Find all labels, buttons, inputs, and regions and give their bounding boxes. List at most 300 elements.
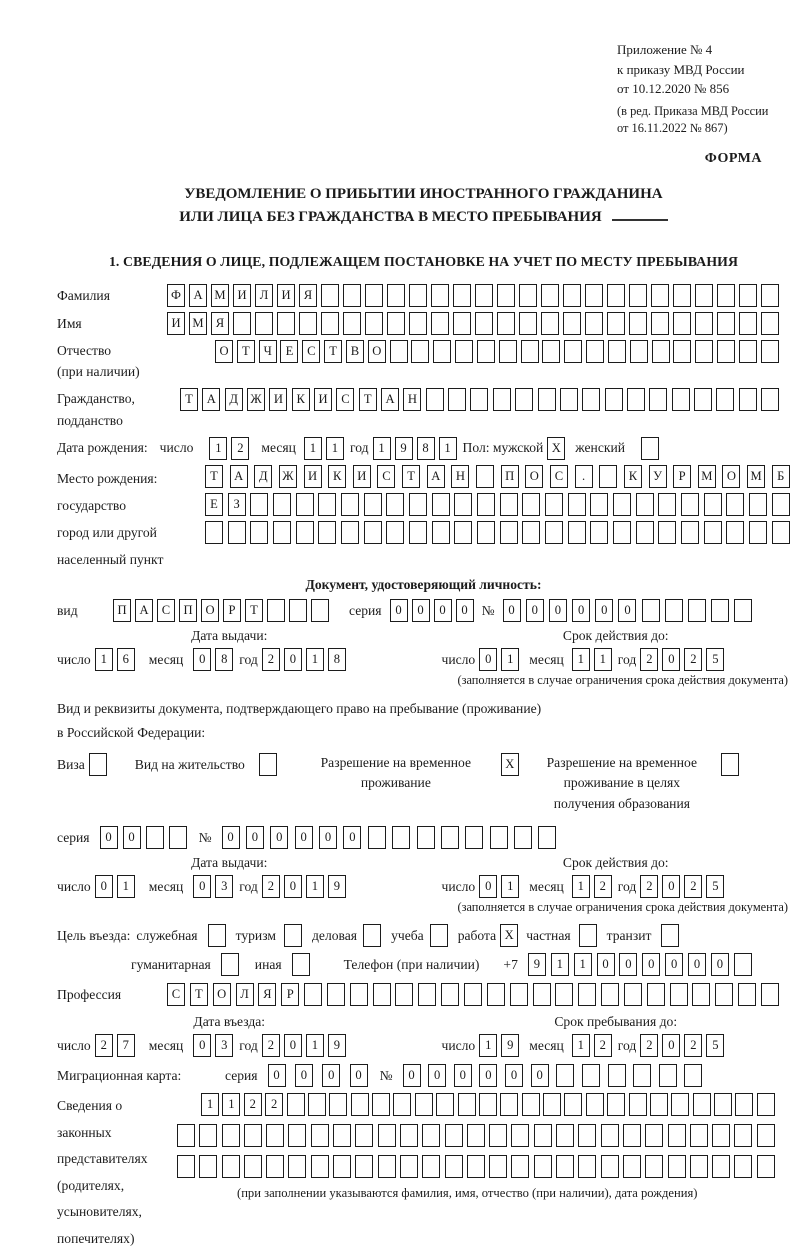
purpose-study-checkbox: [430, 924, 448, 947]
form-cell: [222, 1124, 240, 1147]
form-cell: 0: [572, 599, 590, 622]
form-cell: [739, 340, 757, 363]
form-cell: Е: [280, 340, 298, 363]
form-cell: 1: [479, 1034, 497, 1057]
form-cell: 1: [304, 437, 322, 460]
form-cell: 1: [439, 437, 457, 460]
representatives-rows: [177, 1093, 775, 1201]
form-cell: [343, 312, 361, 335]
form-cell: [607, 312, 625, 335]
temp-permit-option: [301, 753, 519, 794]
form-cell: [629, 284, 647, 307]
form-cell: [318, 493, 336, 516]
form-cell: 1: [95, 648, 113, 671]
form-cell: 2: [640, 648, 658, 671]
form-cell: [695, 312, 713, 335]
form-cell: [259, 753, 277, 776]
permit-issue-month-boxes: [193, 875, 233, 898]
form-cell: [364, 521, 382, 544]
surname-label: Фамилия: [57, 287, 110, 303]
form-cell: [441, 983, 459, 1006]
form-cell: [453, 284, 471, 307]
form-cell: 1: [551, 953, 569, 976]
form-cell: [695, 284, 713, 307]
birthplace-boxes-row3: [205, 521, 790, 544]
birth-month-boxes: [304, 437, 344, 460]
form-cell: О: [201, 599, 219, 622]
month-label: месяц: [529, 1037, 564, 1053]
permit-number-boxes: [222, 826, 557, 849]
form-cell: [499, 340, 517, 363]
form-cell: С: [157, 599, 175, 622]
form-cell: В: [346, 340, 364, 363]
form-cell: [556, 1124, 574, 1147]
form-cell: Т: [205, 465, 223, 488]
form-cell: Я: [211, 312, 229, 335]
form-cell: [533, 983, 551, 1006]
form-cell: [749, 521, 767, 544]
form-cell: [497, 284, 515, 307]
form-cell: 0: [322, 1064, 340, 1087]
form-cell: Ф: [167, 284, 185, 307]
form-cell: 1: [222, 1093, 240, 1116]
form-cell: 2: [262, 875, 280, 898]
form-cell: [739, 312, 757, 335]
form-cell: [681, 521, 699, 544]
form-cell: Д: [254, 465, 272, 488]
form-cell: 0: [662, 875, 680, 898]
citizenship-label-line1: Гражданство,: [57, 391, 135, 407]
form-cell: [717, 340, 735, 363]
temp-permit-label-line2: проживание: [360, 775, 431, 791]
form-cell: [690, 1155, 708, 1178]
form-cell: [726, 521, 744, 544]
form-cell: 0: [403, 1064, 421, 1087]
entry-date-heading: Дата въезда:: [193, 1014, 266, 1030]
permit-series-row: [57, 826, 790, 849]
doc-issue-col: [57, 628, 402, 671]
form-cell: 2: [244, 1093, 262, 1116]
migration-number-boxes: [403, 1064, 703, 1087]
form-cell: 2: [684, 875, 702, 898]
form-cell: [629, 1093, 647, 1116]
day-label: число: [441, 1037, 476, 1053]
representatives-label-line: законных: [57, 1124, 112, 1140]
form-cell: [772, 521, 790, 544]
form-cell: [585, 312, 603, 335]
form-cell: [393, 1093, 411, 1116]
form-cell: [772, 493, 790, 516]
purpose-prefix: Цель въезда:: [57, 927, 131, 943]
form-cell: X: [500, 924, 518, 947]
form-cell: [199, 1124, 217, 1147]
title-blank-underline: [612, 219, 668, 221]
valid-until-heading: Срок действия до:: [562, 628, 669, 644]
form-cell: 0: [526, 599, 544, 622]
month-label: месяц: [529, 651, 564, 667]
form-cell: 0: [95, 875, 113, 898]
birth-year-boxes: [373, 437, 457, 460]
form-cell: [365, 284, 383, 307]
form-cell: К: [328, 465, 346, 488]
form-cell: 3: [215, 1034, 233, 1057]
form-cell: [364, 493, 382, 516]
form-cell: [465, 826, 483, 849]
doc-series-label: серия: [349, 602, 382, 618]
form-cell: [647, 983, 665, 1006]
purpose-option-label: служебная: [136, 927, 198, 943]
form-cell: [668, 1155, 686, 1178]
year-label: год: [349, 440, 369, 456]
form-cell: [351, 1093, 369, 1116]
form-cell: [490, 826, 508, 849]
form-cell: 0: [412, 599, 430, 622]
form-cell: [560, 388, 578, 411]
form-cell: [607, 1093, 625, 1116]
form-cell: 0: [193, 648, 211, 671]
form-cell: [400, 1124, 418, 1147]
form-cell: 0: [193, 1034, 211, 1057]
form-cell: [392, 826, 410, 849]
form-cell: 8: [328, 648, 346, 671]
form-cell: 0: [350, 1064, 368, 1087]
form-cell: Т: [245, 599, 263, 622]
purpose-option-label: туризм: [235, 927, 276, 943]
form-cell: И: [269, 388, 287, 411]
form-cell: [222, 1155, 240, 1178]
form-cell: Ж: [247, 388, 265, 411]
stay-year-boxes: [640, 1034, 724, 1057]
form-cell: [409, 312, 427, 335]
form-cell: 0: [505, 1064, 523, 1087]
form-cell: 2: [594, 875, 612, 898]
permit-number-label: №: [198, 829, 212, 845]
issue-date-heading: Дата выдачи:: [191, 628, 268, 644]
form-cell: [431, 284, 449, 307]
form-cell: [411, 340, 429, 363]
form-cell: 1: [501, 648, 519, 671]
form-cell: [422, 1124, 440, 1147]
form-cell: [726, 493, 744, 516]
form-cell: [250, 493, 268, 516]
form-cell: С: [377, 465, 395, 488]
form-cell: [563, 312, 581, 335]
form-cell: [693, 1093, 711, 1116]
permit-valid-month-boxes: [572, 875, 612, 898]
form-cell: [373, 983, 391, 1006]
purpose-humanitarian-checkbox: [221, 953, 239, 976]
form-cell: [350, 983, 368, 1006]
form-cell: [244, 1124, 262, 1147]
form-cell: 9: [501, 1034, 519, 1057]
birthdate-row: [57, 437, 790, 460]
purpose-row: [57, 924, 790, 947]
identity-doc-heading: Документ, удостоверяющий личность:: [305, 577, 542, 593]
doc-kind-label: вид: [57, 603, 78, 619]
form-cell: [386, 493, 404, 516]
female-checkbox: [641, 437, 659, 460]
form-cell: [711, 599, 729, 622]
form-cell: [292, 953, 310, 976]
form-cell: М: [211, 284, 229, 307]
form-cell: И: [277, 284, 295, 307]
form-cell: [681, 493, 699, 516]
patronymic-boxes: [215, 340, 779, 363]
form-cell: [448, 388, 466, 411]
purpose-tourism-checkbox: [284, 924, 302, 947]
form-cell: 0: [595, 599, 613, 622]
birthplace-boxes-row1: [205, 465, 790, 488]
form-cell: [601, 1155, 619, 1178]
form-cell: [409, 521, 427, 544]
doc-issue-year-boxes: [262, 648, 346, 671]
migration-series-label: серия: [225, 1067, 258, 1083]
form-cell: [582, 388, 600, 411]
form-cell: [386, 521, 404, 544]
form-cell: [555, 983, 573, 1006]
form-cell: [327, 983, 345, 1006]
form-cell: [735, 1093, 753, 1116]
purpose-row2: [57, 953, 790, 976]
form-cell: [712, 1155, 730, 1178]
form-cell: [734, 953, 752, 976]
form-cell: [761, 983, 779, 1006]
form-cell: X: [547, 437, 565, 460]
form-cell: [304, 983, 322, 1006]
form-cell: [714, 1093, 732, 1116]
form-cell: [739, 284, 757, 307]
form-cell: Н: [451, 465, 469, 488]
form-cell: [641, 437, 659, 460]
day-label: число: [441, 878, 476, 894]
form-cell: [608, 340, 626, 363]
form-cell: Е: [205, 493, 223, 516]
form-cell: [422, 1155, 440, 1178]
form-cell: [487, 983, 505, 1006]
form-cell: [289, 599, 307, 622]
form-cell: З: [228, 493, 246, 516]
form-cell: [761, 312, 779, 335]
form-cell: [608, 1064, 626, 1087]
form-cell: [515, 388, 533, 411]
form-cell: 0: [343, 826, 361, 849]
purpose-option-label: работа: [457, 927, 497, 943]
form-cell: [522, 1093, 540, 1116]
form-cell: [624, 983, 642, 1006]
form-cell: 0: [268, 1064, 286, 1087]
validity-note: (заполняется в случае ограничения срока действия документа): [457, 900, 788, 915]
form-cell: 9: [328, 1034, 346, 1057]
right-doc-line2: в Российской Федерации:: [57, 725, 206, 741]
form-cell: 8: [417, 437, 435, 460]
edu-permit-label-line3: получения образования: [553, 795, 690, 811]
birthplace-rows: [205, 465, 790, 549]
representatives-boxes-row3: [177, 1155, 775, 1178]
form-cell: [479, 1093, 497, 1116]
form-cell: [514, 826, 532, 849]
purpose-option-label: транзит: [606, 927, 652, 943]
form-cell: [477, 521, 495, 544]
temp-permit-label: [301, 753, 491, 794]
form-cell: [296, 521, 314, 544]
form-cell: [89, 753, 107, 776]
form-cell: [475, 312, 493, 335]
form-cell: [395, 983, 413, 1006]
doc-series-boxes: [390, 599, 474, 622]
male-checkbox: [547, 437, 565, 460]
form-cell: [578, 1155, 596, 1178]
form-cell: [541, 312, 559, 335]
representatives-boxes-row1: [201, 1093, 775, 1116]
form-cell: С: [550, 465, 568, 488]
form-cell: [613, 521, 631, 544]
form-cell: [355, 1155, 373, 1178]
form-cell: [318, 521, 336, 544]
form-cell: [255, 312, 273, 335]
form-cell: [761, 388, 779, 411]
form-cell: [673, 284, 691, 307]
form-cell: [454, 521, 472, 544]
edu-permit-label: [533, 753, 711, 814]
form-cell: [623, 1124, 641, 1147]
form-cell: [205, 521, 223, 544]
form-cell: [543, 1093, 561, 1116]
annex-note: [617, 103, 790, 138]
birthplace-labels: [57, 465, 205, 574]
form-cell: [695, 340, 713, 363]
form-cell: [670, 983, 688, 1006]
form-cell: 0: [479, 1064, 497, 1087]
form-cell: [341, 521, 359, 544]
form-cell: [311, 599, 329, 622]
form-cell: 5: [706, 1034, 724, 1057]
form-cell: [470, 388, 488, 411]
form-cell: [199, 1155, 217, 1178]
doc-dates-block: [57, 628, 790, 671]
profession-row: [57, 983, 790, 1006]
form-cell: [590, 521, 608, 544]
form-cell: [586, 340, 604, 363]
migration-card-label: Миграционная карта:: [57, 1068, 182, 1084]
form-cell: 9: [528, 953, 546, 976]
form-cell: 1: [572, 1034, 590, 1057]
representatives-label-line: усыновителях,: [57, 1204, 142, 1220]
doc-valid-year-boxes: [640, 648, 724, 671]
form-cell: [333, 1124, 351, 1147]
form-cell: О: [722, 465, 740, 488]
form-cell: 1: [306, 1034, 324, 1057]
form-cell: [432, 521, 450, 544]
doc-number-boxes: [503, 599, 753, 622]
form-cell: А: [189, 284, 207, 307]
form-cell: Т: [180, 388, 198, 411]
form-cell: 1: [117, 875, 135, 898]
form-cell: А: [135, 599, 153, 622]
form-cell: [284, 924, 302, 947]
form-cell: 0: [390, 599, 408, 622]
form-cell: [716, 388, 734, 411]
form-cell: [522, 521, 540, 544]
form-cell: 1: [201, 1093, 219, 1116]
form-label: ФОРМА: [704, 151, 762, 167]
permit-type-row: [57, 753, 790, 814]
form-cell: [715, 983, 733, 1006]
permit-valid-col: [402, 855, 790, 898]
form-cell: 1: [572, 875, 590, 898]
form-cell: [497, 312, 515, 335]
form-cell: 2: [231, 437, 249, 460]
residence-permit-label: Вид на жительство: [134, 757, 245, 773]
birthplace-label: Место рождения:: [57, 470, 158, 486]
form-cell: [363, 924, 381, 947]
form-cell: 5: [706, 875, 724, 898]
temp-permit-checkbox: [501, 753, 519, 776]
stay-until-line: [442, 1034, 790, 1057]
form-cell: [672, 388, 690, 411]
edu-permit-checkbox: [721, 753, 739, 776]
form-cell: [288, 1124, 306, 1147]
representatives-note: (при заполнении указываются фамилия, имя, отчество (при наличии), дата рождения): [237, 1186, 698, 1201]
form-cell: К: [624, 465, 642, 488]
form-cell: 0: [549, 599, 567, 622]
form-cell: [613, 493, 631, 516]
form-cell: [585, 284, 603, 307]
form-cell: [673, 340, 691, 363]
citizenship-boxes: [180, 388, 779, 411]
year-label: год: [617, 878, 637, 894]
birth-day-boxes: [209, 437, 249, 460]
form-cell: [146, 826, 164, 849]
form-cell: [607, 284, 625, 307]
right-doc-line1: Вид и реквизиты документа, подтверждающего право на пребывание (проживание): [57, 701, 542, 717]
form-cell: [734, 599, 752, 622]
visa-label: Виза: [57, 757, 85, 773]
permit-series-boxes: [100, 826, 187, 849]
name-row: [57, 312, 790, 335]
patronymic-label: [57, 340, 215, 384]
edu-permit-label-line2: проживание в целях: [563, 775, 681, 791]
citizenship-label: [57, 388, 180, 432]
form-cell: [665, 599, 683, 622]
section1-heading: 1. СВЕДЕНИЯ О ЛИЦЕ, ПОДЛЕЖАЩЕМ ПОСТАНОВКЕ НА УЧЕТ ПО МЕСТУ ПРЕБЫВАНИЯ: [108, 253, 739, 269]
citizenship-row: [57, 388, 790, 432]
permit-issue-line: [57, 875, 402, 898]
form-cell: [568, 521, 586, 544]
form-cell: [633, 1064, 651, 1087]
sex-female-label: женский: [575, 440, 626, 456]
form-cell: [477, 493, 495, 516]
form-cell: М: [698, 465, 716, 488]
form-cell: [645, 1124, 663, 1147]
form-cell: [387, 284, 405, 307]
form-cell: [690, 1124, 708, 1147]
form-cell: [378, 1124, 396, 1147]
form-cell: [477, 340, 495, 363]
entry-date-line: [57, 1034, 402, 1057]
form-cell: И: [314, 388, 332, 411]
form-cell: 0: [531, 1064, 549, 1087]
form-cell: Я: [258, 983, 276, 1006]
year-label: год: [239, 878, 258, 894]
form-cell: 0: [246, 826, 264, 849]
form-cell: [538, 826, 556, 849]
form-cell: [266, 1155, 284, 1178]
profession-label: Профессия: [57, 987, 122, 1003]
visa-option: [57, 753, 107, 776]
form-cell: [445, 1155, 463, 1178]
form-cell: А: [427, 465, 445, 488]
form-cell: [601, 1124, 619, 1147]
